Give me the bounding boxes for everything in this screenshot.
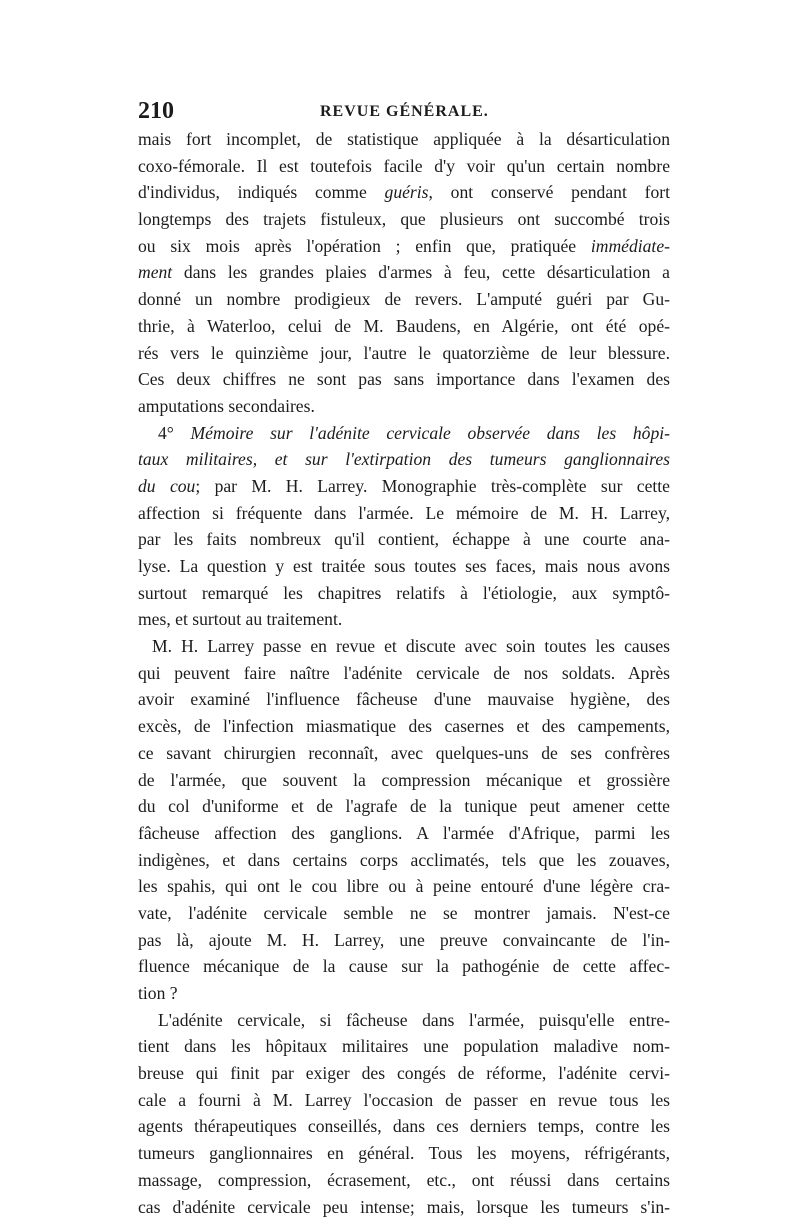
- italic-text: ment: [138, 262, 172, 282]
- text-line: [138, 233, 670, 260]
- text-line: [138, 526, 670, 553]
- text-line: [138, 126, 670, 153]
- text-line: [138, 820, 670, 847]
- italic-text: guéris: [385, 182, 429, 202]
- text-segment: fâcheuse affection des ganglions. A l'armée d'Afrique, parmi les: [138, 823, 670, 843]
- text-line: [138, 740, 670, 767]
- text-line: [138, 286, 670, 313]
- text-segment: M. H. Larrey passe en revue et discute avec soin toutes les causes: [152, 636, 670, 656]
- text-segment: du col d'uniforme et de l'agrafe de la tunique peut amener cette: [138, 796, 670, 816]
- page-header: [138, 96, 670, 126]
- text-segment: lyse. La question y est traitée sous toutes ses faces, mais nous avons: [138, 556, 670, 576]
- text-segment: cas d'adénite cervicale peu intense; mais, lorsque les tumeurs s'in-: [138, 1197, 670, 1217]
- text-segment: ; par M. H. Larrey. Monographie très-complète sur cette: [195, 476, 670, 496]
- text-line: [138, 206, 670, 233]
- text-line: [138, 366, 670, 393]
- text-line: [138, 446, 670, 473]
- italic-text: taux militaires, et sur l'extirpation des tumeurs ganglionnaires: [138, 449, 670, 469]
- text-line: [138, 340, 670, 367]
- text-line: [138, 259, 670, 286]
- text-segment: indigènes, et dans certains corps acclimatés, tels que les zouaves,: [138, 850, 670, 870]
- text-segment: par les faits nombreux qu'il contient, échappe à une courte ana-: [138, 529, 670, 549]
- text-line: [138, 980, 670, 1007]
- text-segment: cale a fourni à M. Larrey l'occasion de passer en revue tous les: [138, 1090, 670, 1110]
- text-line: [138, 179, 670, 206]
- text-segment: fluence mécanique de la cause sur la pathogénie de cette affec-: [138, 956, 670, 976]
- text-segment: rés vers le quinzième jour, l'autre le quatorzième de leur blessure.: [138, 343, 670, 363]
- text-line: [138, 953, 670, 980]
- text-segment: vate, l'adénite cervicale semble ne se montrer jamais. N'est-ce: [138, 903, 670, 923]
- text-line: [138, 553, 670, 580]
- text-segment: tient dans les hôpitaux militaires une population maladive nom-: [138, 1036, 670, 1056]
- text-line: [138, 1194, 670, 1220]
- text-segment: mes, et surtout au traitement.: [138, 609, 342, 629]
- italic-text: immédiate-: [591, 236, 670, 256]
- text-segment: , ont conservé pendant fort: [429, 182, 671, 202]
- body-text: [138, 126, 670, 1220]
- running-title: REVUE GÉNÉRALE.: [320, 99, 489, 125]
- text-line: [138, 873, 670, 900]
- text-line: [138, 420, 670, 447]
- text-segment: pas là, ajoute M. H. Larrey, une preuve convaincante de l'in-: [138, 930, 670, 950]
- text-line: [138, 473, 670, 500]
- text-segment: ou six mois après l'opération ; enfin que, pratiquée: [138, 236, 591, 256]
- text-line: [138, 393, 670, 420]
- text-line: [138, 793, 670, 820]
- text-line: [138, 767, 670, 794]
- text-segment: d'individus, indiqués comme: [138, 182, 385, 202]
- text-segment: dans les grandes plaies d'armes à feu, cette désarticulation a: [172, 262, 670, 282]
- text-segment: avoir examiné l'influence fâcheuse d'une mauvaise hygiène, des: [138, 689, 670, 709]
- text-segment: L'adénite cervicale, si fâcheuse dans l'armée, puisqu'elle entre-: [158, 1010, 670, 1030]
- text-segment: tion ?: [138, 983, 178, 1003]
- text-segment: de l'armée, que souvent la compression mécanique et grossière: [138, 770, 670, 790]
- text-segment: donné un nombre prodigieux de revers. L'amputé guéri par Gu-: [138, 289, 670, 309]
- page-number: 210: [138, 96, 174, 126]
- text-line: [138, 927, 670, 954]
- text-line: [138, 686, 670, 713]
- text-line: [138, 1113, 670, 1140]
- text-segment: coxo-fémorale. Il est toutefois facile d'y voir qu'un certain nombre: [138, 156, 670, 176]
- text-line: [138, 606, 670, 633]
- text-line: [138, 580, 670, 607]
- text-segment: les spahis, qui ont le cou libre ou à peine entouré d'une légère cra-: [138, 876, 670, 896]
- text-line: [138, 660, 670, 687]
- text-line: [138, 1060, 670, 1087]
- text-line: [138, 313, 670, 340]
- text-segment: massage, compression, écrasement, etc., ont réussi dans certains: [138, 1170, 670, 1190]
- italic-text: du cou: [138, 476, 195, 496]
- italic-text: Mémoire sur l'adénite cervicale observée dans les hôpi-: [191, 423, 670, 443]
- text-segment: excès, de l'infection miasmatique des casernes et des campements,: [138, 716, 670, 736]
- text-segment: Ces deux chiffres ne sont pas sans importance dans l'examen des: [138, 369, 670, 389]
- text-segment: longtemps des trajets fistuleux, que plusieurs ont succombé trois: [138, 209, 670, 229]
- text-line: [138, 1087, 670, 1114]
- text-line: [138, 847, 670, 874]
- text-segment: qui peuvent faire naître l'adénite cervicale de nos soldats. Après: [138, 663, 670, 683]
- text-line: [138, 1167, 670, 1194]
- text-line: [138, 153, 670, 180]
- text-segment: thrie, à Waterloo, celui de M. Baudens, en Algérie, ont été opé-: [138, 316, 670, 336]
- text-segment: agents thérapeutiques conseillés, dans ces derniers temps, contre les: [138, 1116, 670, 1136]
- text-segment: tumeurs ganglionnaires en général. Tous les moyens, réfrigérants,: [138, 1143, 670, 1163]
- text-segment: breuse qui finit par exiger des congés de réforme, l'adénite cervi-: [138, 1063, 670, 1083]
- text-segment: amputations secondaires.: [138, 396, 315, 416]
- text-line: [138, 1007, 670, 1034]
- text-line: [138, 1033, 670, 1060]
- text-line: [138, 633, 670, 660]
- text-segment: surtout remarqué les chapitres relatifs à l'étiologie, aux symptô-: [138, 583, 670, 603]
- text-segment: mais fort incomplet, de statistique appliquée à la désarticulation: [138, 129, 670, 149]
- text-segment: affection si fréquente dans l'armée. Le mémoire de M. H. Larrey,: [138, 503, 670, 523]
- text-line: [138, 713, 670, 740]
- text-line: [138, 1140, 670, 1167]
- text-line: [138, 500, 670, 527]
- text-line: [138, 900, 670, 927]
- text-segment: 4°: [158, 423, 191, 443]
- text-segment: ce savant chirurgien reconnaît, avec quelques-uns de ses confrères: [138, 743, 670, 763]
